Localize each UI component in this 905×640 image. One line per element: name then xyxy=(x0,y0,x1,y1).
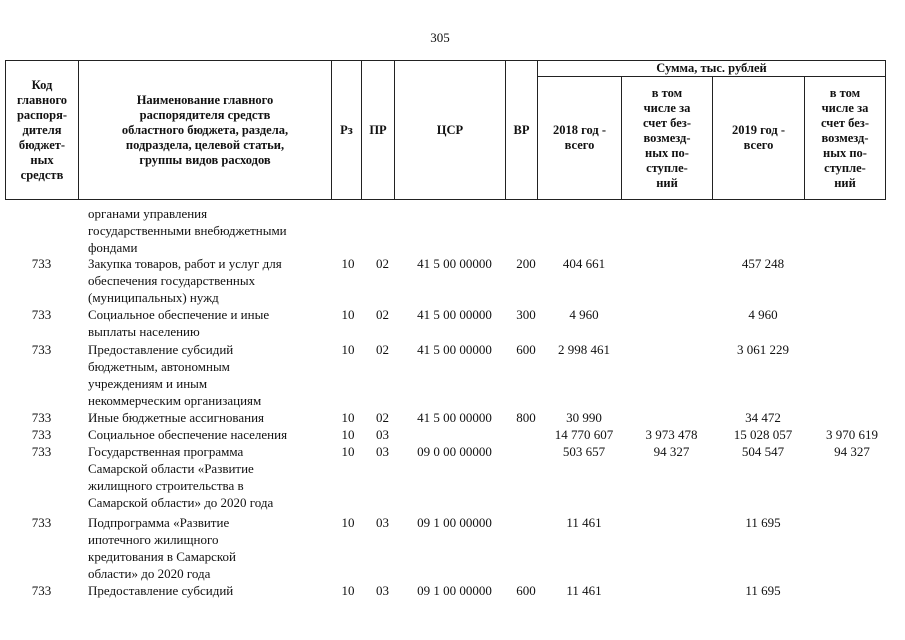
row-rz: 10 xyxy=(341,427,355,442)
header-name: Наименование главного распорядителя средств областного бюджета, раздела, подраздела, целевой статьи, группы видов расходов xyxy=(79,61,332,200)
row-name: Подпрограмма «Развитие ипотечного жилищного кредитования в Самарской области» до 2020 года xyxy=(88,515,236,581)
row-name: Предоставление субсидий бюджетным, автономным учреждениям и иным некоммерческим организациям xyxy=(88,342,262,408)
row-pr: 03 xyxy=(376,427,389,442)
row-rz: 10 xyxy=(341,307,355,322)
row-code: 733 xyxy=(31,256,52,271)
row-code: 733 xyxy=(31,583,52,598)
row-2018-total: 11 461 xyxy=(566,583,602,598)
row-csr: 09 1 00 00000 xyxy=(417,583,492,598)
row-2019-total: 34 472 xyxy=(745,410,781,425)
row-2019-total: 11 695 xyxy=(745,583,781,598)
row-csr: 09 1 00 00000 xyxy=(417,515,492,530)
header-2018-grants: в том числе за счет без- возмезд- ных по- ступле- ний xyxy=(622,77,713,200)
row-2019-total: 504 547 xyxy=(741,444,785,459)
row-2019-total: 15 028 057 xyxy=(733,427,793,442)
row-2018-grants: 3 973 478 xyxy=(645,427,698,442)
row-pr: 03 xyxy=(376,583,389,598)
row-code: 733 xyxy=(31,515,52,530)
row-2019-total: 4 960 xyxy=(748,307,778,322)
row-name: Предоставление субсидий xyxy=(88,583,234,598)
row-name: Иные бюджетные ассигнования xyxy=(88,410,265,425)
header-sum: Сумма, тыс. рублей xyxy=(538,61,886,77)
row-code: 733 xyxy=(31,444,52,459)
row-2019-total: 11 695 xyxy=(745,515,781,530)
row-2018-total: 2 998 461 xyxy=(558,342,610,357)
row-csr: 41 5 00 00000 xyxy=(417,307,492,322)
row-2018-total: 503 657 xyxy=(562,444,606,459)
row-2018-total: 30 990 xyxy=(566,410,602,425)
header-rz: Рз xyxy=(332,61,362,200)
row-pr: 03 xyxy=(376,515,389,530)
row-pr: 02 xyxy=(376,410,389,425)
row-2018-total: 4 960 xyxy=(569,307,599,322)
row-vr: 300 xyxy=(516,307,536,322)
row-code: 733 xyxy=(31,342,52,357)
row-csr: 41 5 00 00000 xyxy=(417,256,492,271)
row-pr: 02 xyxy=(376,307,389,322)
row-name: Закупка товаров, работ и услуг для обеспечения государственных (муниципальных) нужд xyxy=(88,256,282,305)
row-pr: 02 xyxy=(376,256,389,271)
header-code: Код главного распоря- дителя бюджет- ных средств xyxy=(6,61,79,200)
row-2018-total: 404 661 xyxy=(562,256,606,271)
row-csr: 09 0 00 00000 xyxy=(417,444,492,459)
row-code: 733 xyxy=(31,307,52,322)
header-vr: ВР xyxy=(506,61,538,200)
header-2018-total: 2018 год - всего xyxy=(538,77,622,200)
row-2018-grants: 94 327 xyxy=(653,444,690,459)
row-2019-total: 3 061 229 xyxy=(737,342,789,357)
row-rz: 10 xyxy=(341,515,355,530)
row-rz: 10 xyxy=(341,256,355,271)
row-name: Государственная программа Самарской области «Развитие жилищного строительства в Самарской области» до 2020 года xyxy=(88,444,274,510)
row-2019-grants: 3 970 619 xyxy=(826,427,878,442)
row-rz: 10 xyxy=(341,410,355,425)
row-2018-total: 14 770 607 xyxy=(554,427,614,442)
header-2019-total: 2019 год - всего xyxy=(713,77,805,200)
row-2018-total: 11 461 xyxy=(566,515,602,530)
row-pr: 03 xyxy=(376,444,389,459)
row-vr: 600 xyxy=(516,342,536,357)
header-pr: ПР xyxy=(362,61,395,200)
row-vr: 800 xyxy=(516,410,536,425)
header-csr: ЦСР xyxy=(395,61,506,200)
header-2019-grants: в том числе за счет без- возмезд- ных по- ступле- ний xyxy=(805,77,886,200)
row-csr: 41 5 00 00000 xyxy=(417,410,492,425)
row-vr: 200 xyxy=(516,256,536,271)
row-pr: 02 xyxy=(376,342,389,357)
row-vr: 600 xyxy=(516,583,536,598)
row-rz: 10 xyxy=(341,583,355,598)
row-rz: 10 xyxy=(341,342,355,357)
page-number: 305 xyxy=(430,30,450,45)
row-2019-grants: 94 327 xyxy=(834,444,870,459)
row-csr: 41 5 00 00000 xyxy=(417,342,492,357)
row-rz: 10 xyxy=(341,444,355,459)
row-name: Социальное обеспечение населения xyxy=(88,427,288,442)
row-name: Социальное обеспечение и иные выплаты населению xyxy=(88,307,270,339)
row-code: 733 xyxy=(31,427,52,442)
row-2019-total: 457 248 xyxy=(741,256,785,271)
row-code: 733 xyxy=(31,410,52,425)
row-name: органами управления государственными внебюджетными фондами xyxy=(88,206,287,255)
